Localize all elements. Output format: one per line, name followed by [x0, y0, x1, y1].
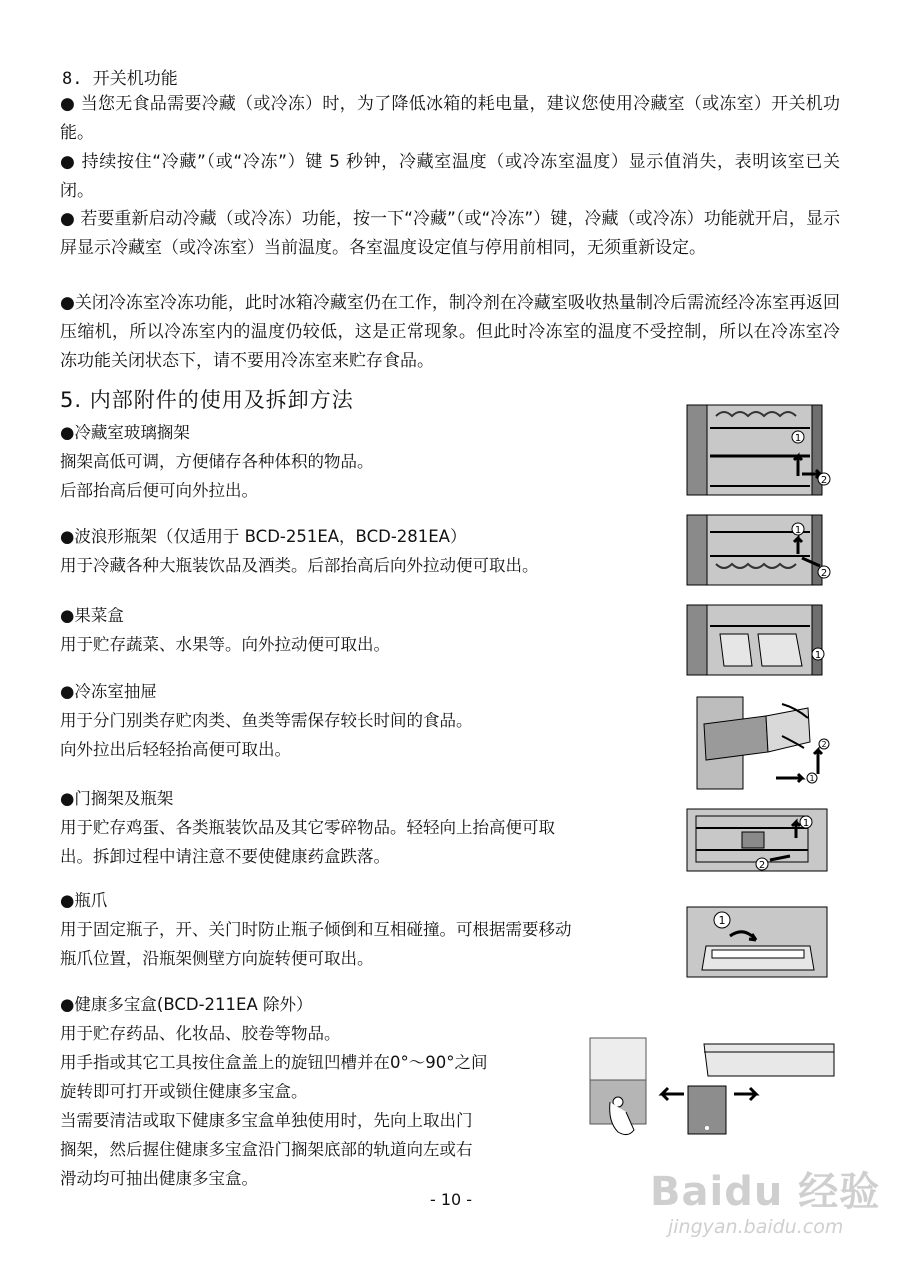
item-text: 搁架，然后握住健康多宝盒沿门搁架底部的轨道向左或右 [60, 1140, 473, 1159]
crisper-box-illustration [686, 604, 832, 676]
item-heading: ●门搁架及瓶架 [60, 789, 174, 808]
figure-label-2: 2 [820, 568, 828, 579]
item-text: 瓶爪位置，沿瓶架侧壁方向旋转便可取出。 [60, 949, 374, 968]
item-crisper-box [60, 601, 660, 659]
item-wave-bottle-rack [60, 522, 660, 580]
item-text: 旋转即可打开或锁住健康多宝盒。 [60, 1082, 308, 1101]
item-text: 用于贮存药品、化妆品、胶卷等物品。 [60, 1024, 341, 1043]
figure-label-1: 1 [802, 818, 810, 829]
glass-shelf-illustration [686, 404, 832, 496]
item-text: 出。拆卸过程中请注意不要使健康药盒跌落。 [60, 847, 390, 866]
section-8-paragraph-2: ● 持续按住“冷藏”（或“冷冻”）键 5 秒钟，冷藏室温度（或冷冻室温度）显示值消失，表明该室已关闭。 [60, 152, 840, 201]
item-glass-shelf [60, 418, 660, 505]
item-text: 搁架高低可调，方便储存各种体积的物品。 [60, 452, 374, 471]
item-heading: ●冷藏室玻璃搁架 [60, 423, 190, 442]
item-heading: ●果菜盒 [60, 606, 124, 625]
item-heading: ●波浪形瓶架（仅适用于 BCD-251EA，BCD-281EA） [60, 527, 467, 546]
health-box-illustration [588, 1030, 858, 1160]
section-8-paragraph-3: ● 若要重新启动冷藏（或冷冻）功能，按一下“冷藏”（或“冷冻”）键，冷藏（或冷冻）功能就开启，显示屏显示冷藏室（或冷冻室）当前温度。各室温度设定值与停用前相同，无须重新设定。 [60, 209, 840, 258]
baidu-watermark-logo: Baidu 经验 [650, 1169, 881, 1215]
item-heading: ●健康多宝盒(BCD-211EA 除外） [60, 995, 313, 1014]
item-text: 用于固定瓶子，开、关门时防止瓶子倾倒和互相碰撞。可根据需要移动 [60, 920, 572, 939]
item-freezer-drawer [60, 677, 660, 764]
page-number: - 10 - [429, 1190, 473, 1209]
item-health-box [60, 990, 660, 1193]
item-bottle-claw [60, 886, 660, 973]
item-text: 滑动均可抽出健康多宝盒。 [60, 1169, 258, 1188]
item-door-shelf [60, 784, 660, 871]
section-8-paragraph-1: ● 当您无食品需要冷藏（或冷冻）时，为了降低冰箱的耗电量，建议您使用冷藏室（或冻室）开关机功能。 [60, 94, 840, 143]
figure-label-2: 2 [758, 860, 766, 871]
item-text: 用于分门别类存贮肉类、鱼类等需保存较长时间的食品。 [60, 711, 473, 730]
item-text: 用于贮存蔬菜、水果等。向外拉动便可取出。 [60, 635, 390, 654]
item-text: 向外拉出后轻轻抬高便可取出。 [60, 740, 291, 759]
item-heading: ●瓶爪 [60, 891, 108, 910]
item-text: 用手指或其它工具按住盒盖上的旋钮凹槽并在0°～90°之间 [60, 1053, 488, 1072]
figure-label-2: 2 [820, 475, 828, 486]
freezer-drawer-illustration [696, 696, 836, 790]
section-5-title: 5. 内部附件的使用及拆卸方法 [60, 388, 354, 412]
section-8-paragraph-4: ●关闭冷冻室冷冻功能，此时冰箱冷藏室仍在工作，制冷剂在冷藏室吸收热量制冷后需流经冷冻室再返回压缩机，所以冷冻室内的温度仍较低，这是正常现象。但此时冷冻室的温度不受控制，所以在冷冻室冷冻功能关闭状态下，请不要用冷冻室来贮存食品。 [60, 293, 840, 371]
figure-label-1: 1 [794, 433, 802, 444]
figure-label-1: 1 [718, 914, 726, 927]
item-heading: ●冷冻室抽屉 [60, 682, 157, 701]
section-8-title: 8. 开关机功能 [62, 69, 178, 89]
figure-label-1: 1 [809, 774, 815, 783]
item-text: 当需要清洁或取下健康多宝盒单独使用时，先向上取出门 [60, 1111, 473, 1130]
figure-label-2: 2 [821, 740, 827, 749]
door-shelf-illustration [686, 808, 832, 872]
item-text: 后部抬高后便可向外拉出。 [60, 481, 258, 500]
item-text: 用于贮存鸡蛋、各类瓶装饮品及其它零碎物品。轻轻向上抬高便可取 [60, 818, 555, 837]
baidu-watermark-url: jingyan.baidu.com [668, 1216, 844, 1238]
figure-label-1: 1 [794, 525, 802, 536]
item-text: 用于冷藏各种大瓶装饮品及酒类。后部抬高后向外拉动便可取出。 [60, 556, 539, 575]
wave-rack-illustration [686, 514, 832, 586]
figure-label-1: 1 [814, 650, 822, 661]
bottle-claw-illustration [686, 906, 832, 978]
